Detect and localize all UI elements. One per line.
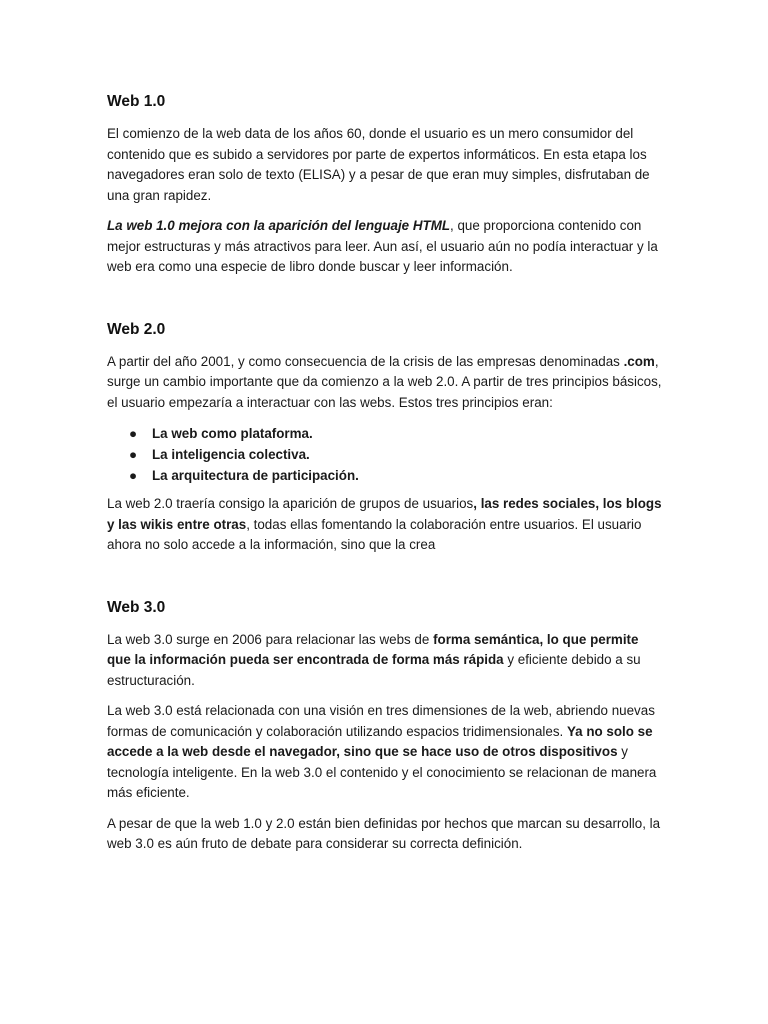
web-1-paragraph-1: El comienzo de la web data de los años 60, donde el usuario es un mero consumidor del contenido que es subido a servidores por parte de expertos informáticos. En esta etapa los navegadores eran solo de texto (ELISA) y a pesar de que eran muy simples, disfrutaban de una gran rapidez. bbox=[107, 126, 650, 203]
section-title-web-1: Web 1.0 bbox=[107, 93, 166, 110]
web-1-paragraph-2 bbox=[107, 216, 664, 278]
web-3-paragraph-2-text-b: y tecnología inteligente. En la web 3.0 el contenido y el conocimiento se relacionan de manera más eficiente. bbox=[107, 744, 657, 800]
web-2-paragraph-1 bbox=[107, 352, 664, 414]
web-2-paragraph-2-text-b: , todas ellas fomentando la colaboración entre usuarios. El usuario ahora no solo accede a la información, sino que la crea bbox=[107, 516, 642, 552]
web-2-paragraph-1-text-a: A partir del año 2001, y como consecuencia de la crisis de las empresas denominadas bbox=[107, 353, 624, 369]
section-title-web-3: Web 3.0 bbox=[107, 598, 166, 616]
list-item-label: La inteligencia colectiva. bbox=[152, 447, 310, 462]
web-3-paragraph-2-text-a: La web 3.0 está relacionada con una visión en tres dimensiones de la web, abriendo nuevas formas de comunicación y colaboración utilizando espacios tridimensionales. bbox=[107, 703, 655, 739]
principles-list bbox=[107, 423, 664, 486]
list-item-label: La web como plataforma. bbox=[152, 426, 313, 441]
web-3-paragraph-1-text-b: y eficiente debido a su estructuración. bbox=[107, 652, 641, 688]
web-2-paragraph-2-text-a: La web 2.0 traería consigo la aparición de grupos de usuarios bbox=[107, 496, 474, 511]
web-3-paragraph-2 bbox=[107, 701, 664, 804]
web-3-paragraph-1-text-a: La web 3.0 surge en 2006 para relacionar las webs de bbox=[107, 631, 434, 647]
list-item-label: La arquitectura de participación. bbox=[152, 468, 359, 483]
web-2-paragraph-2 bbox=[107, 494, 664, 556]
bullet-icon: ● bbox=[129, 426, 138, 441]
web-2-paragraph-1-text-b: , surge un cambio importante que da comienzo a la web 2.0. A partir de tres principios básicos, el usuario empezaría a interactuar con las webs. Estos tres principios eran: bbox=[107, 353, 662, 410]
section-web-1 bbox=[107, 92, 664, 278]
bullet-icon: ● bbox=[129, 447, 138, 462]
web-3-paragraph-3: A pesar de que la web 1.0 y 2.0 están bien definidas por hechos que marcan su desarrollo, la web 3.0 es aún fruto de debate para considerar su correcta definición. bbox=[107, 815, 661, 851]
web-3-devices-emphasis: Ya no solo se accede a la web desde el navegador, sino que se hace uso de otros dispositivos bbox=[107, 723, 653, 759]
web-2-dotcom-emphasis: .com bbox=[623, 353, 655, 369]
web-3-semantic-emphasis: forma semántica, lo que permite que la información pueda ser encontrada de forma más rápida bbox=[107, 631, 639, 667]
section-title-web-2: Web 2.0 bbox=[107, 320, 166, 338]
web-1-html-emphasis: La web 1.0 mejora con la aparición del lenguaje HTML bbox=[107, 218, 451, 233]
web-1-paragraph-2-rest: , que proporciona contenido con mejor estructuras y más atractivos para leer. Aun así, el usuario aún no podía interactuar y la web era como una especie de libro donde buscar y leer información. bbox=[107, 218, 658, 274]
list-item bbox=[107, 423, 664, 444]
section-web-2 bbox=[107, 320, 664, 556]
list-item bbox=[107, 444, 664, 465]
section-web-3 bbox=[107, 598, 664, 855]
web-3-paragraph-1 bbox=[107, 630, 664, 692]
web-2-social-emphasis: , las redes sociales, los blogs y las wikis entre otras bbox=[107, 496, 662, 532]
list-item bbox=[107, 465, 664, 486]
bullet-icon: ● bbox=[129, 468, 138, 483]
